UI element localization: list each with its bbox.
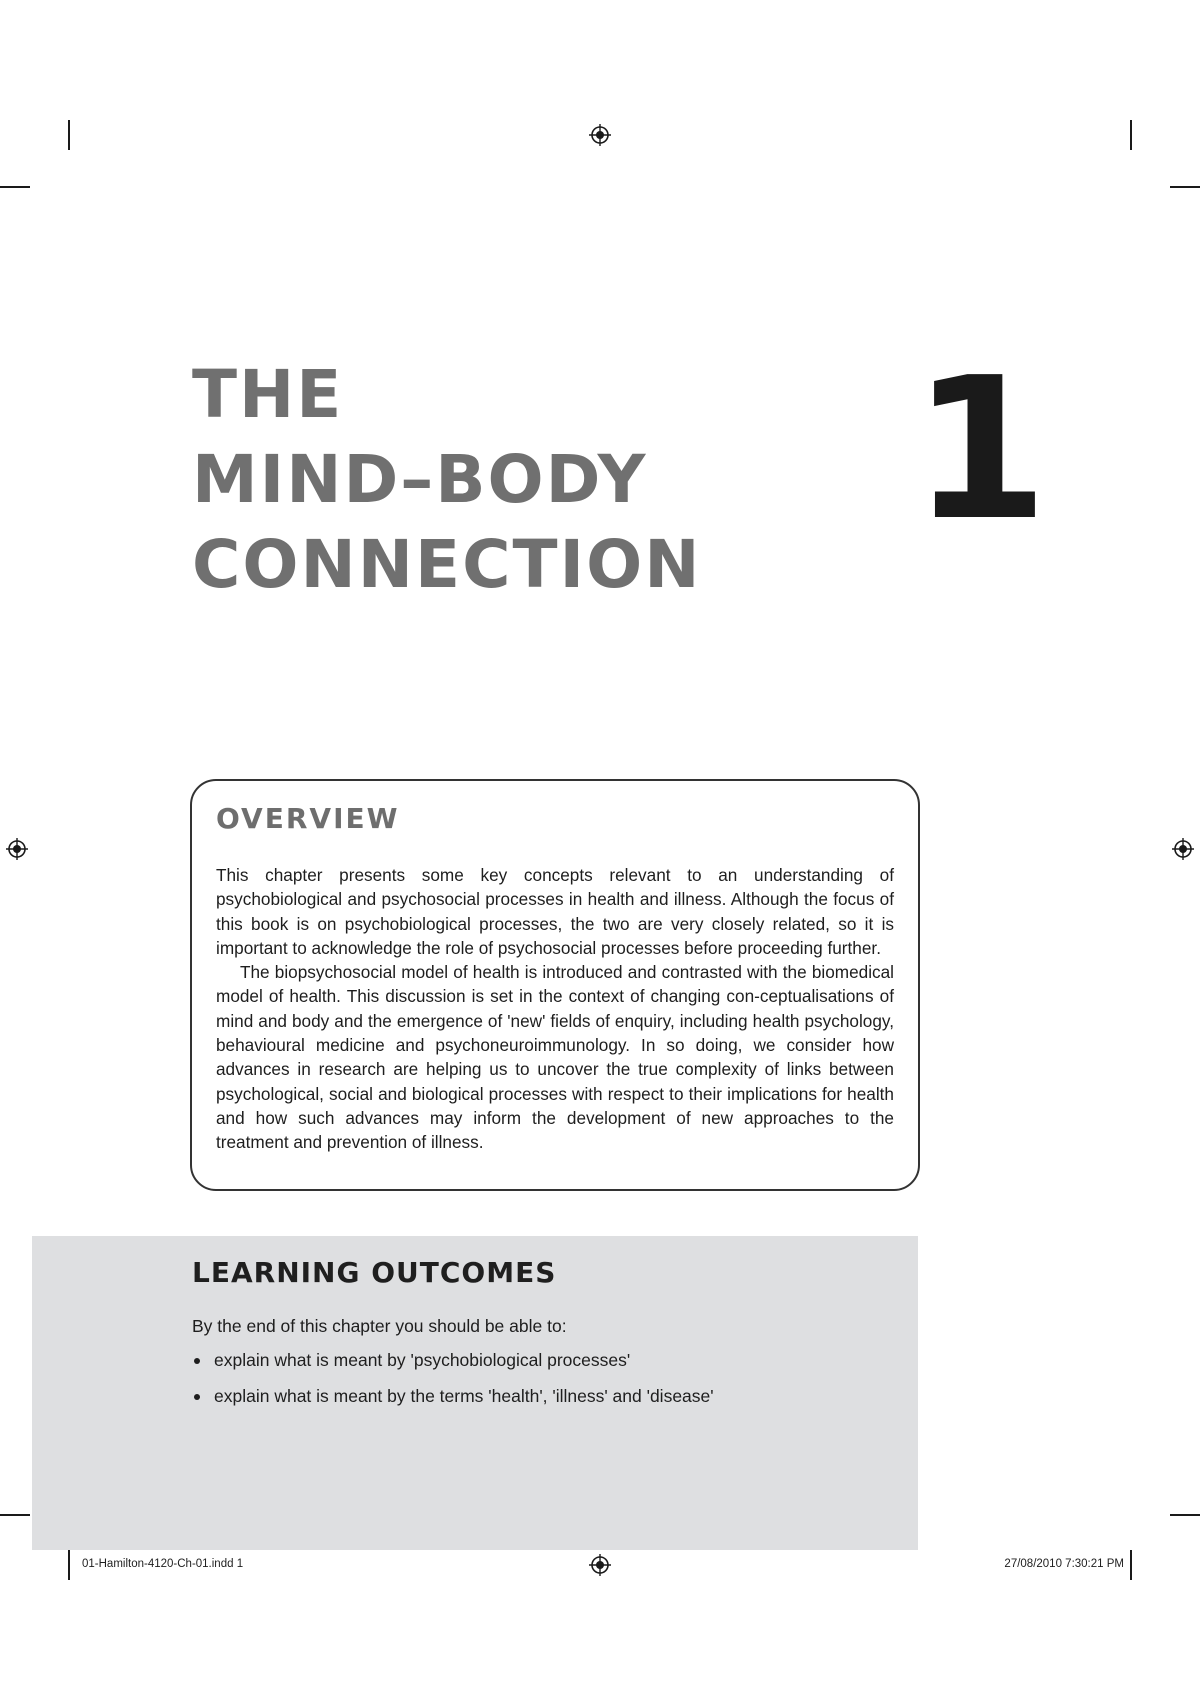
registration-mark-icon: [589, 1554, 611, 1576]
overview-paragraph: This chapter presents some key concepts relevant to an understanding of psychobiological and psychosocial processes in health and illness. Although the focus of this book is on psychobiological processes, the two are very closely related, so it is important to acknowledge the role of psychosocial processes before proceeding further.: [216, 865, 894, 958]
chapter-title-line: MIND–BODY: [192, 441, 648, 518]
chapter-number: 1: [912, 336, 1049, 564]
chapter-title-line: CONNECTION: [192, 526, 702, 603]
slug-filename: 01-Hamilton-4120-Ch-01.indd 1: [82, 1558, 244, 1570]
registration-mark-icon: [589, 124, 611, 146]
overview-heading: OVERVIEW: [216, 802, 400, 835]
learning-outcomes-panel: [32, 1236, 918, 1550]
learning-outcomes-list: [192, 1348, 918, 1408]
registration-mark-icon: [1172, 838, 1194, 860]
crop-mark-top-right-h: [1170, 186, 1200, 188]
learning-outcomes-intro: By the end of this chapter you should be able to:: [192, 1316, 567, 1336]
chapter-title: [192, 352, 792, 607]
crop-mark-bottom-right-h: [1170, 1514, 1200, 1516]
chapter-title-line: THE: [192, 356, 344, 433]
list-item: explain what is meant by 'psychobiological processes': [192, 1348, 918, 1372]
learning-outcomes-heading: LEARNING OUTCOMES: [192, 1256, 557, 1289]
crop-mark-bottom-right: [1130, 1550, 1132, 1580]
overview-paragraph: The biopsychosocial model of health is introduced and contrasted with the biomedical model of health. This discussion is set in the context of changing con-ceptualisations of mind and body and the emergence of 'new' fields of enquiry, including health psychology, behavioural medicine and psychoneuroimmunology. In so doing, we consider how advances in research are helping us to uncover the true complexity of links between psychological, social and biological processes with respect to their implications for health and how such advances may inform the development of new approaches to the treatment and prevention of illness.: [216, 962, 894, 1153]
crop-mark-bottom-left: [68, 1550, 70, 1580]
crop-mark-bottom-left-h: [0, 1514, 30, 1516]
crop-mark-top-left: [68, 120, 70, 150]
overview-box: [190, 779, 920, 1191]
crop-mark-top-left-h: [0, 186, 30, 188]
list-item: explain what is meant by the terms 'health', 'illness' and 'disease': [192, 1384, 918, 1408]
registration-mark-icon: [6, 838, 28, 860]
slug-timestamp: 27/08/2010 7:30:21 PM: [1004, 1558, 1124, 1570]
crop-mark-top-right: [1130, 120, 1132, 150]
